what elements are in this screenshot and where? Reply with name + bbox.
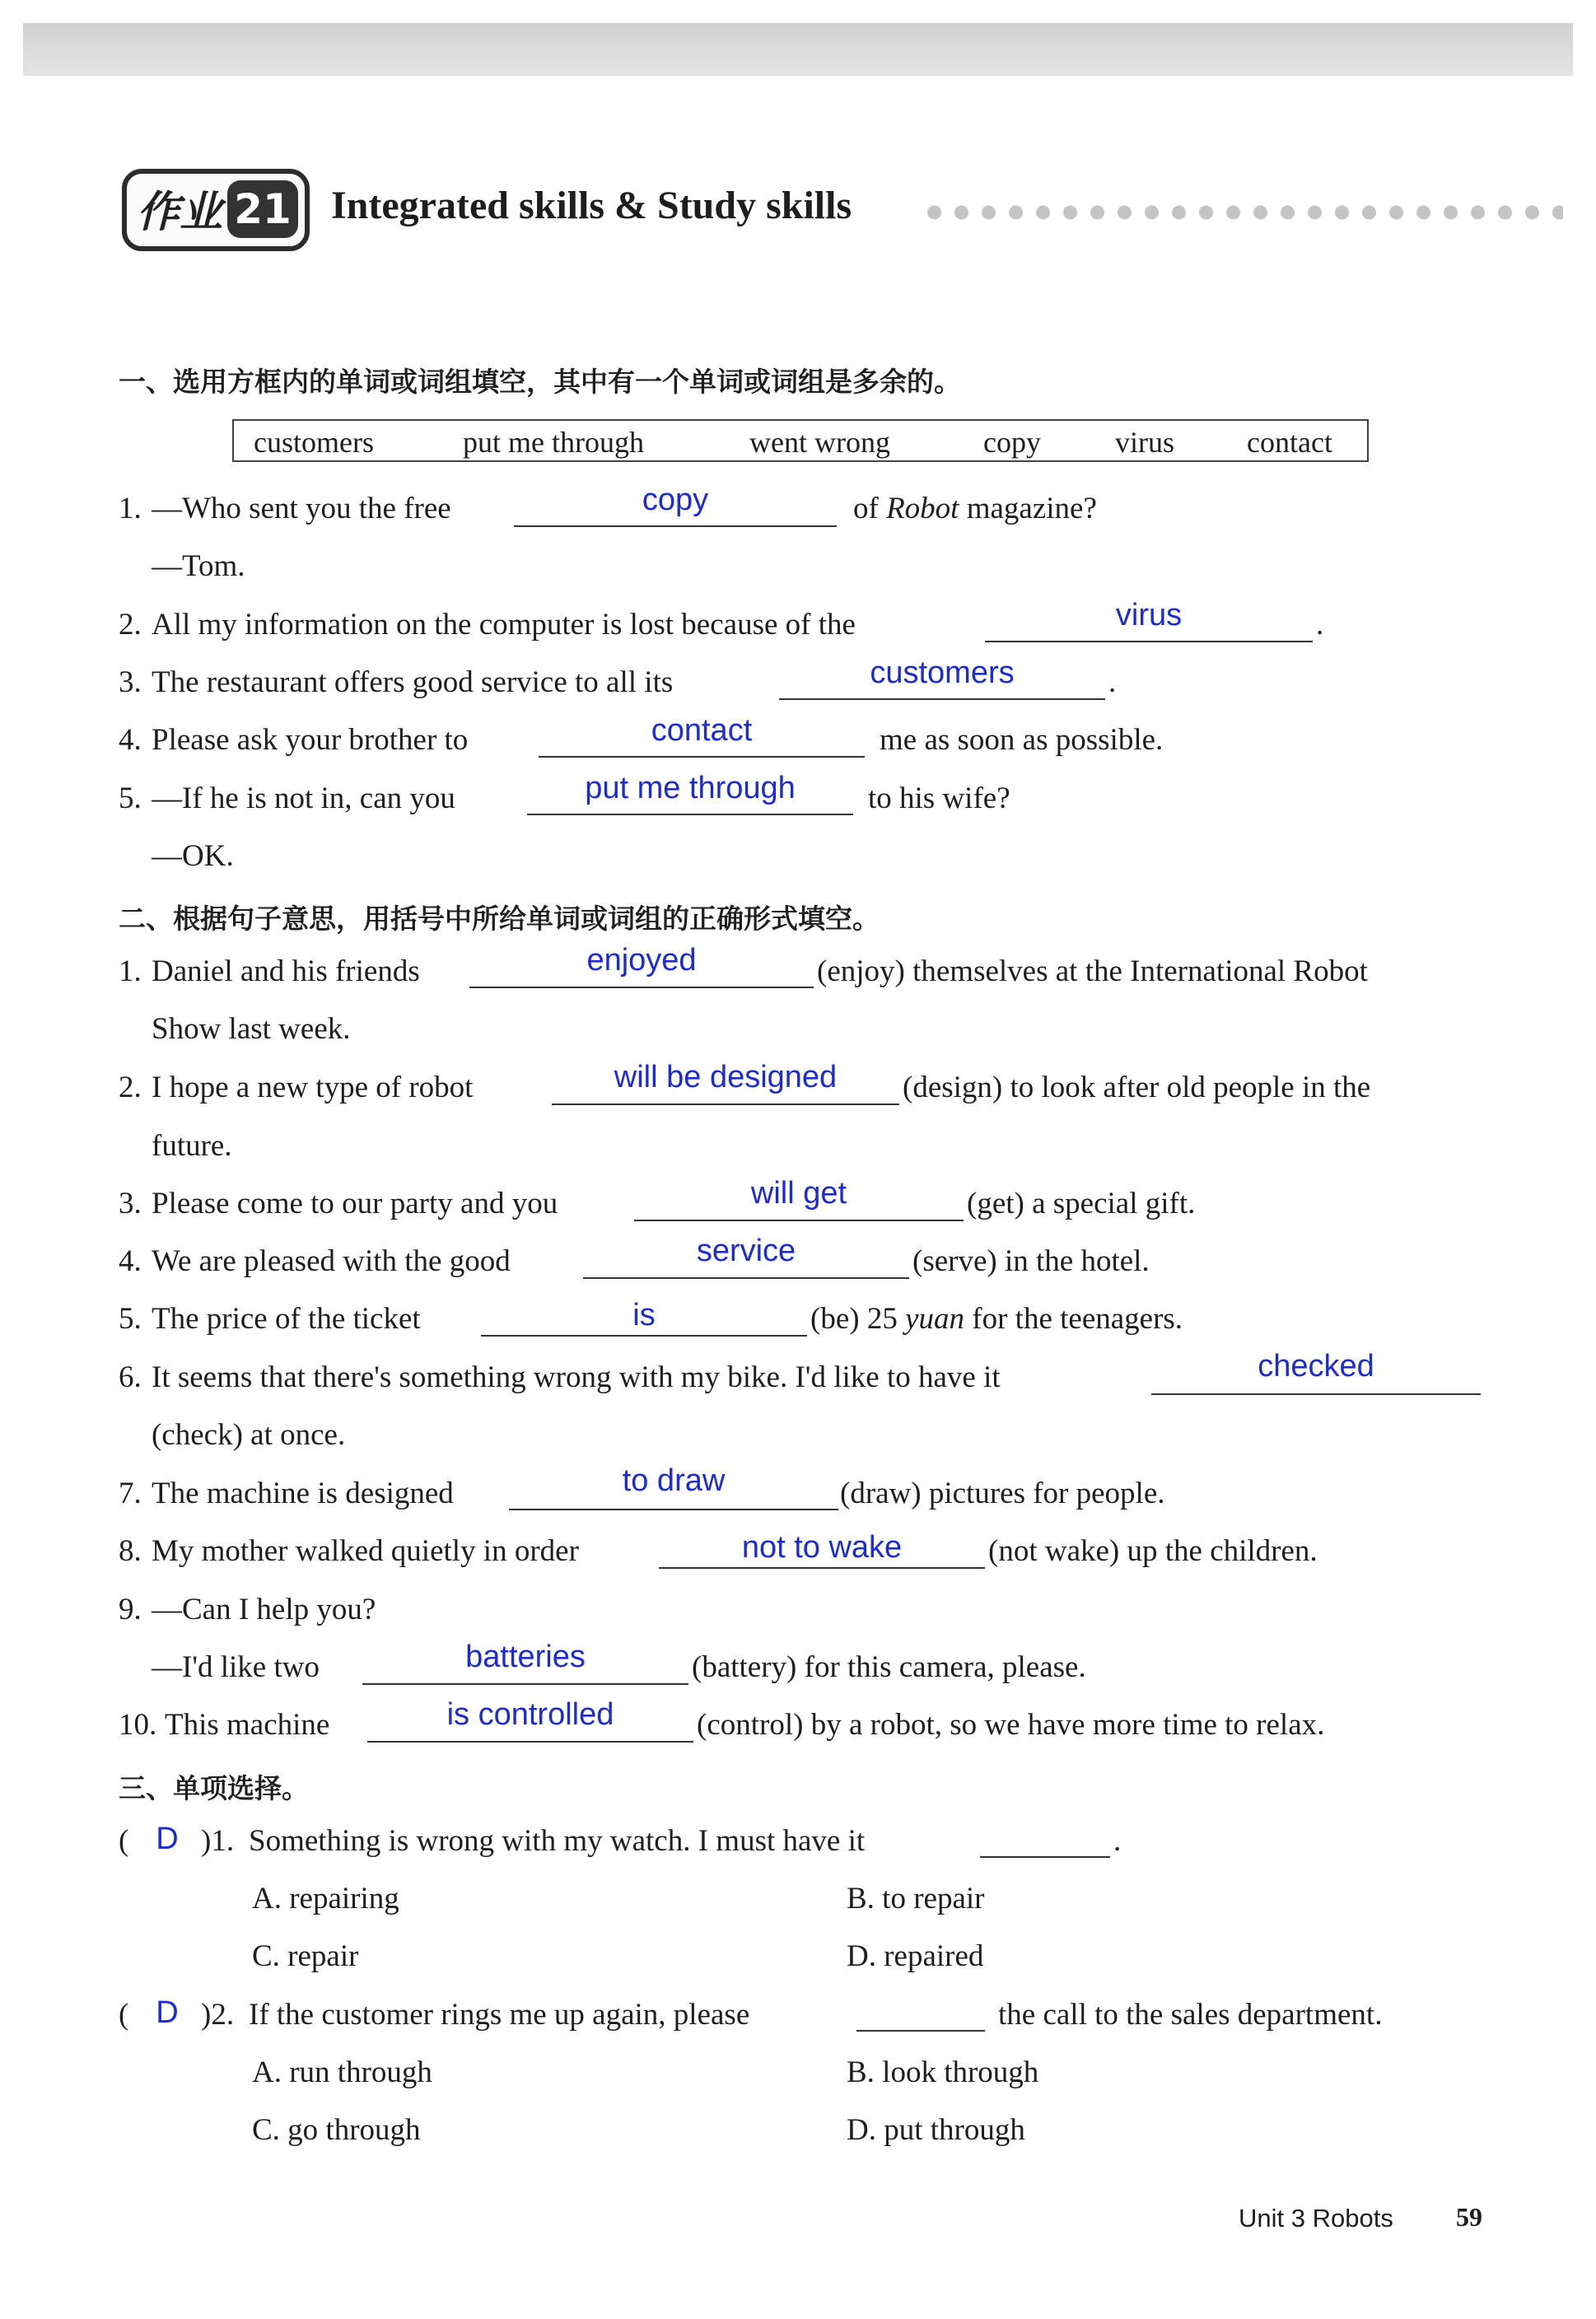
- s1-q4-text: Please ask your brother to: [152, 723, 469, 757]
- s2-q2-answer: will be designed: [614, 1060, 838, 1094]
- s1-q5-number: 5.: [119, 782, 142, 815]
- answer-blank: [634, 1220, 964, 1221]
- badge-number: 21: [227, 180, 298, 238]
- badge-word: 作业: [137, 188, 223, 237]
- s1-q2-number: 2.: [119, 608, 142, 642]
- answer-blank: [779, 698, 1105, 700]
- page-number: 59: [1456, 2202, 1482, 2232]
- answer-blank: [527, 814, 853, 815]
- word-bank-item: virus: [1115, 426, 1174, 459]
- s2-q6-answer: checked: [1258, 1349, 1374, 1383]
- s1-q1-text: —Who sent you the free: [152, 492, 451, 525]
- answer-blank: [481, 1335, 807, 1337]
- s2-q1-answer: enjoyed: [586, 943, 697, 978]
- s3-q2-stem: If the customer rings me up again, please: [249, 1998, 750, 2032]
- decorative-dots: [921, 204, 1563, 221]
- s3-q1-option-c: C. repair: [252, 1939, 359, 1973]
- s2-q4-number: 4.: [119, 1244, 142, 1278]
- s2-q10-answer: is controlled: [446, 1697, 614, 1732]
- italic-word: yuan: [905, 1302, 965, 1336]
- s3-q2-stem-end: the call to the sales department.: [998, 1998, 1383, 2032]
- word-bank-item: copy: [983, 426, 1041, 459]
- s1-q4-tail: me as soon as possible.: [880, 723, 1164, 757]
- answer-blank: [552, 1104, 899, 1105]
- word-bank-box: [232, 419, 1369, 462]
- s2-q3-answer: will get: [750, 1176, 847, 1211]
- s3-q1-answer: D: [156, 1822, 179, 1856]
- s2-q9-number: 9.: [119, 1593, 142, 1626]
- s3-q1-option-b: B. to repair: [847, 1882, 985, 1915]
- s2-q9-text: —Can I help you?: [152, 1593, 376, 1626]
- s1-q5-text: —If he is not in, can you: [152, 782, 455, 815]
- s1-q2-answer: virus: [1115, 598, 1183, 632]
- s2-q1-text: Daniel and his friends: [152, 954, 420, 988]
- s2-q8-tail: (not wake) up the children.: [988, 1534, 1318, 1568]
- homework-badge: [122, 169, 310, 254]
- s2-q3-number: 3.: [119, 1187, 142, 1220]
- s2-q1-tail: (enjoy) themselves at the International Robot: [817, 954, 1368, 988]
- s1-q5-reply: —OK.: [152, 839, 234, 873]
- answer-blank: [1151, 1393, 1481, 1395]
- s3-q2-paren: (: [119, 1998, 129, 2032]
- tail-text: for the teenagers.: [964, 1302, 1183, 1336]
- s1-q4-number: 4.: [119, 723, 142, 757]
- italic-title: Robot: [886, 492, 959, 525]
- s3-q1-stem-end: .: [1113, 1824, 1122, 1858]
- answer-blank: [509, 1509, 838, 1510]
- s2-q5-answer: is: [632, 1298, 656, 1332]
- s2-q1-number: 1.: [119, 954, 142, 988]
- s3-q1-option-a: A. repairing: [252, 1882, 399, 1915]
- s2-q9-line2: —I'd like two: [152, 1650, 320, 1684]
- s2-q2-number: 2.: [119, 1071, 142, 1104]
- s2-q5-number: 5.: [119, 1302, 142, 1336]
- tail-text: magazine?: [959, 492, 1097, 525]
- s1-q3-number: 3.: [119, 665, 142, 699]
- s2-q5-tail: [810, 1304, 1183, 1334]
- word-bank-item: put me through: [463, 426, 644, 459]
- s2-q7-answer: to draw: [622, 1463, 726, 1498]
- footer-unit-label: Unit 3 Robots: [1239, 2204, 1393, 2233]
- answer-blank: [362, 1683, 688, 1685]
- answer-blank: [985, 641, 1313, 642]
- answer-blank: [583, 1277, 909, 1279]
- s1-q2-tail: .: [1316, 608, 1324, 642]
- answer-blank: [539, 756, 865, 758]
- answer-blank: [469, 987, 814, 988]
- s2-q7-text: The machine is designed: [152, 1477, 454, 1510]
- tail-text: of: [853, 492, 887, 525]
- s1-q1-tail: [853, 493, 1097, 524]
- s2-q10-text: This machine: [165, 1708, 330, 1742]
- s2-q3-text: Please come to our party and you: [152, 1187, 558, 1220]
- page-title: Integrated skills & Study skills: [331, 184, 852, 227]
- s2-q2-text: I hope a new type of robot: [152, 1071, 474, 1104]
- s2-q4-tail: (serve) in the hotel.: [912, 1244, 1150, 1278]
- s3-q2-option-d: D. put through: [847, 2113, 1025, 2147]
- s2-q7-tail: (draw) pictures for people.: [840, 1477, 1165, 1510]
- s1-q4-answer: contact: [651, 713, 753, 748]
- s2-q6-number: 6.: [119, 1360, 142, 1394]
- answer-blank: [980, 1856, 1110, 1858]
- s3-q1-option-d: D. repaired: [847, 1939, 984, 1973]
- s1-q3-text: The restaurant offers good service to all its: [152, 665, 674, 699]
- s2-q9-tail: (battery) for this camera, please.: [692, 1650, 1086, 1684]
- s2-q8-number: 8.: [119, 1534, 142, 1568]
- s3-q2-option-b: B. look through: [847, 2055, 1039, 2089]
- section3-heading: 三、单项选择。: [119, 1772, 309, 1804]
- s3-q2-option-a: A. run through: [252, 2055, 432, 2089]
- s3-q2-option-c: C. go through: [252, 2113, 421, 2147]
- s3-q2-answer: D: [156, 1995, 179, 2030]
- s2-q3-tail: (get) a special gift.: [967, 1187, 1196, 1220]
- s1-q1-reply: —Tom.: [152, 549, 245, 583]
- s2-q10-number: 10.: [119, 1708, 157, 1742]
- word-bank-item: went wrong: [749, 426, 890, 459]
- section1-heading: 一、选用方框内的单词或词组填空，其中有一个单词或词组是多余的。: [119, 366, 961, 398]
- s2-q6-cont: (check) at once.: [152, 1418, 346, 1452]
- answer-blank: [659, 1567, 985, 1569]
- tail-text: (be) 25: [810, 1302, 906, 1336]
- s2-q8-answer: not to wake: [741, 1530, 903, 1565]
- section2-heading: 二、根据句子意思，用括号中所给单词或词组的正确形式填空。: [119, 903, 880, 935]
- word-bank-item: contact: [1247, 426, 1332, 459]
- answer-blank: [856, 2030, 985, 2032]
- s2-q4-text: We are pleased with the good: [152, 1244, 511, 1278]
- s2-q2-cont: future.: [152, 1129, 232, 1163]
- s2-q5-text: The price of the ticket: [152, 1302, 421, 1336]
- s2-q8-text: My mother walked quietly in order: [152, 1534, 579, 1568]
- answer-blank: [514, 525, 837, 527]
- s1-q1-number: 1.: [119, 492, 142, 525]
- s1-q1-answer: copy: [642, 483, 709, 517]
- s2-q9-answer: batteries: [465, 1640, 586, 1674]
- s2-q7-number: 7.: [119, 1477, 142, 1510]
- s2-q10-tail: (control) by a robot, so we have more time to relax.: [697, 1708, 1325, 1742]
- s2-q1-cont: Show last week.: [152, 1012, 351, 1046]
- s1-q5-answer: put me through: [585, 771, 796, 805]
- s2-q4-answer: service: [696, 1234, 796, 1268]
- s1-q3-answer: customers: [870, 656, 1015, 690]
- s3-q1-stem: Something is wrong with my watch. I must have it: [249, 1824, 866, 1858]
- s1-q5-tail: to his wife?: [868, 782, 1010, 815]
- s1-q2-text: All my information on the computer is lost because of the: [152, 608, 856, 642]
- s1-q3-tail: .: [1108, 665, 1117, 699]
- s3-q2-number: )2.: [201, 1998, 235, 2032]
- answer-blank: [367, 1741, 693, 1743]
- s2-q2-tail: (design) to look after old people in the: [903, 1071, 1371, 1104]
- s3-q1-paren: (: [119, 1824, 129, 1858]
- s2-q6-text: It seems that there's something wrong with my bike. I'd like to have it: [152, 1360, 1001, 1394]
- s3-q1-number: )1.: [201, 1824, 235, 1858]
- word-bank-item: customers: [254, 426, 374, 459]
